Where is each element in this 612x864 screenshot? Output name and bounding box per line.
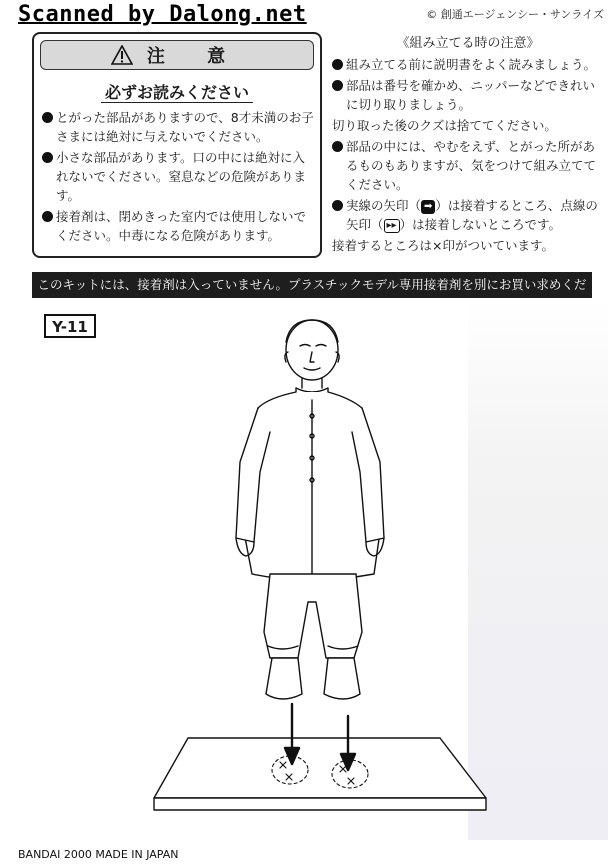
copyright-notice: © 創通エージェンシー・サンライズ bbox=[426, 8, 604, 21]
assembly-item-continuation bbox=[332, 116, 604, 135]
arrow-note-mid: ）は接着するところ、点線の矢印（ bbox=[346, 198, 598, 232]
assembly-item bbox=[332, 196, 604, 234]
solid-arrow-icon: ➡ bbox=[421, 200, 435, 214]
footer-manufacturer: BANDAI 2000 MADE IN JAPAN bbox=[18, 848, 179, 861]
part-code-label: Y-11 bbox=[44, 314, 96, 338]
caution-item-text: とがった部品がありますので、8才未満のお子さまには絶対に与えないでください。 bbox=[56, 110, 314, 144]
display-base bbox=[154, 738, 486, 810]
bullet-icon bbox=[332, 59, 343, 70]
caution-header bbox=[40, 40, 314, 70]
arrow-note-pre: 実線の矢印（ bbox=[346, 198, 422, 213]
assembly-item-text: 部品は番号を確かめ、ニッパーなどできれいに切り取りましょう。 bbox=[346, 78, 596, 112]
bullet-icon bbox=[42, 152, 53, 163]
bullet-icon bbox=[332, 80, 343, 91]
caution-subtitle-text: 必ずお読みください bbox=[101, 83, 253, 103]
assembly-item-text: 部品の中には、やむをえず、とがった所があるものもありますが、気をつけて組み立ててください。 bbox=[346, 139, 597, 192]
caution-item-text: 小さな部品があります。口の中には絶対に入れないでください。窒息などの危険があります。 bbox=[56, 150, 307, 203]
caution-item-text: 接着剤は、閉めきった室内では使用しないでください。中毒になる危険があります。 bbox=[56, 209, 307, 243]
bullet-icon bbox=[42, 112, 53, 123]
figure-illustration bbox=[140, 312, 500, 824]
figure-shoes bbox=[266, 658, 360, 699]
bullet-icon bbox=[332, 141, 343, 152]
assembly-item bbox=[332, 55, 604, 74]
caution-item bbox=[42, 108, 314, 146]
caution-subtitle bbox=[34, 80, 320, 103]
warning-triangle-icon bbox=[111, 45, 133, 65]
assembly-item-continuation bbox=[332, 236, 604, 255]
caution-list bbox=[42, 108, 314, 247]
figure-legs bbox=[264, 574, 362, 658]
assembly-item bbox=[332, 137, 604, 194]
arrow-note-post: ）は接着しないところです。 bbox=[399, 217, 561, 232]
caution-item bbox=[42, 148, 314, 205]
bullet-icon bbox=[332, 200, 343, 211]
assembly-item-text: 切り取った後のクズは捨ててください。 bbox=[332, 118, 557, 133]
caution-title: 注 意 bbox=[146, 46, 244, 67]
figure-head bbox=[285, 320, 339, 380]
adhesive-notice-banner: このキットには、接着剤は入っていません。プラスチックモデル専用接着剤を別にお買い求めください。 bbox=[32, 272, 592, 298]
assembly-item-text: 接着するところは×印がついています。 bbox=[332, 238, 554, 253]
bullet-icon bbox=[42, 211, 53, 222]
assembly-title: 《組み立てる時の注意》 bbox=[396, 36, 540, 51]
dotted-arrow-icon: ▸▸ bbox=[384, 219, 400, 233]
assembly-notes bbox=[332, 32, 604, 257]
assembly-list bbox=[332, 55, 604, 255]
caution-box bbox=[32, 32, 322, 258]
assembly-item bbox=[332, 76, 604, 114]
assembly-item-text: 組み立てる前に説明書をよく読みましょう。 bbox=[346, 57, 597, 72]
caution-item bbox=[42, 207, 314, 245]
scanner-watermark: Scanned by Dalong.net bbox=[18, 2, 307, 27]
